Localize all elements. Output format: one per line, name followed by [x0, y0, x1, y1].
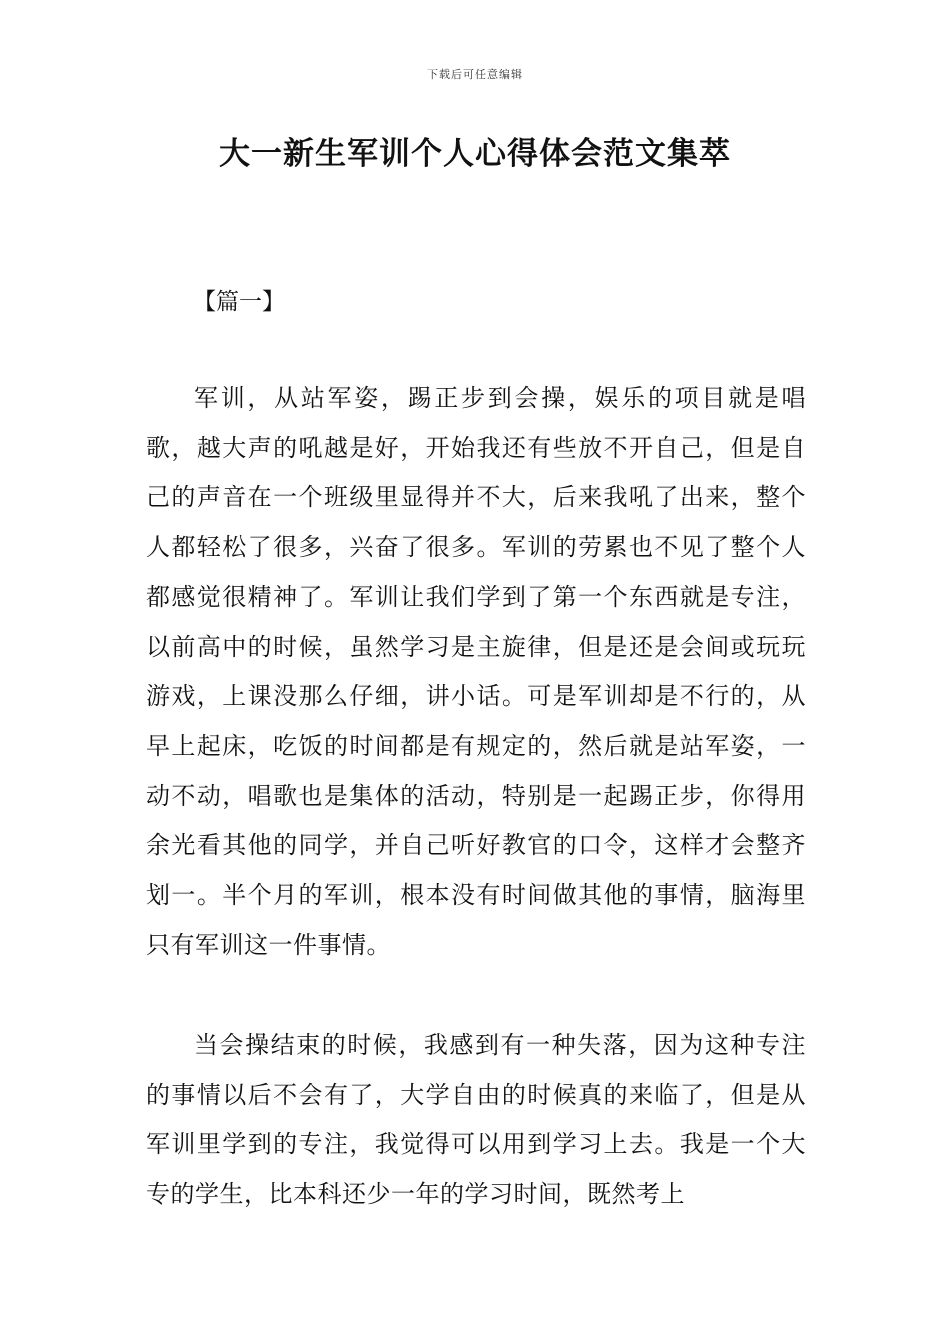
paragraph-2: 当会操结束的时候，我感到有一种失落，因为这种专注的事情以后不会有了，大学自由的时候真的来临了，但是从军训里学到的专注，我觉得可以用到学习上去。我是一个大专的学生，比本科还少一年的学习时间，既然考上 — [146, 1031, 806, 1209]
document-title: 大一新生军训个人心得体会范文集萃 — [219, 136, 731, 172]
header-note: 下载后可任意编辑 — [427, 68, 523, 81]
paragraph-1: 军训，从站军姿，踢正步到会操，娱乐的项目就是唱歌，越大声的吼越是好，开始我还有些放不开自己，但是自己的声音在一个班级里显得并不大，后来我吼了出来，整个人都轻松了很多，兴奋了很多。军训的劳累也不见了整个人都感觉很精神了。军训让我们学到了第一个东西就是专注，以前高中的时候，虽然学习是主旋律，但是还是会间或玩玩游戏，上课没那么仔细，讲小话。可是军训却是不行的，从早上起床，吃饭的时间都是有规定的，然后就是站军姿，一动不动，唱歌也是集体的活动，特别是一起踢正步，你得用余光看其他的同学，并自己听好教官的口令，这样才会整齐划一。半个月的军训，根本没有时间做其他的事情，脑海里只有军训这一件事情。 — [146, 384, 806, 959]
section-heading: 【篇一】 — [193, 289, 285, 315]
